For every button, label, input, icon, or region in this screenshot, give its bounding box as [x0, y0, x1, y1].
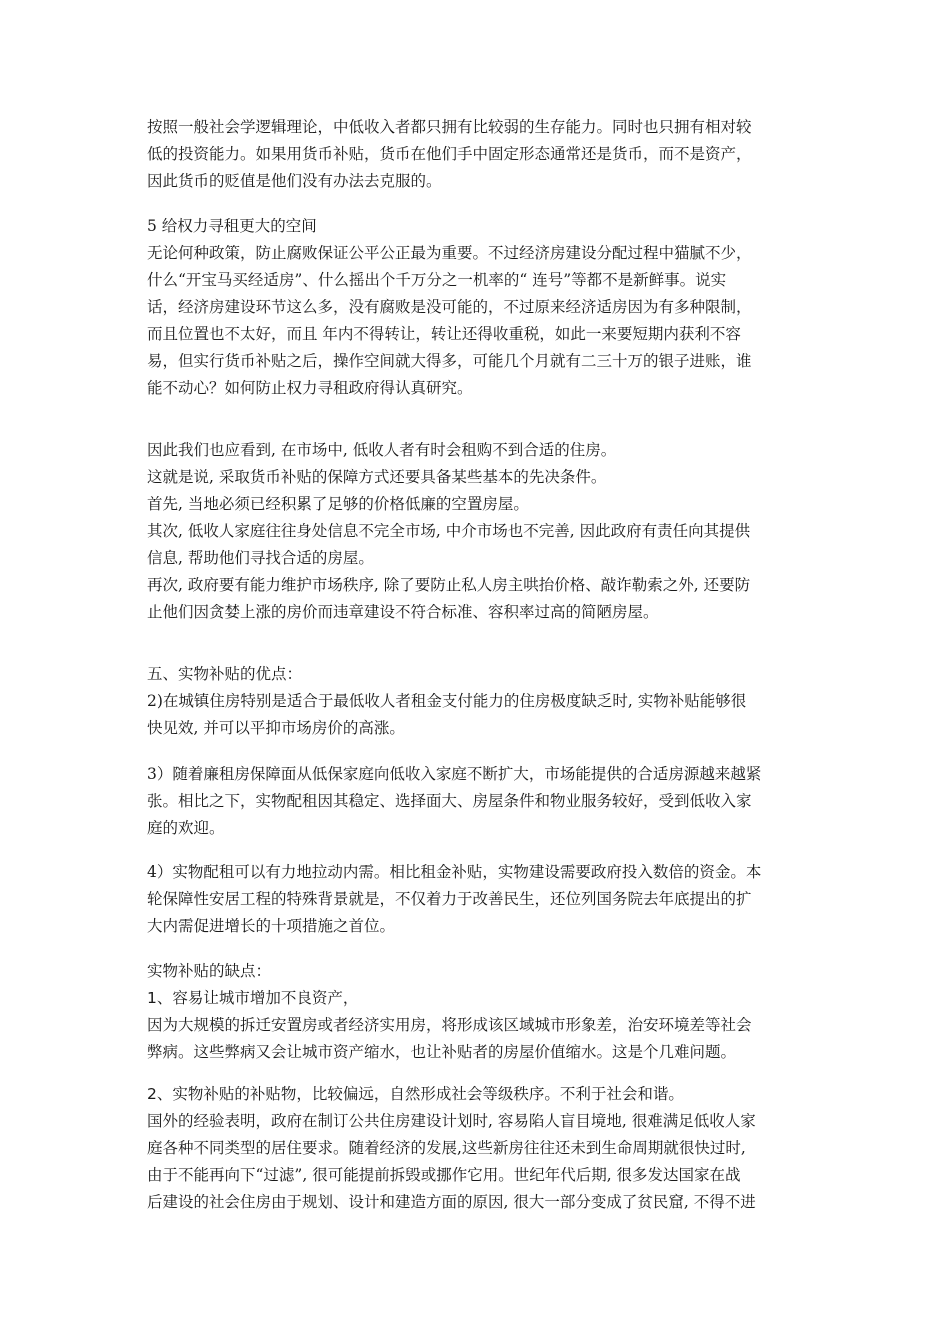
- list-item-heading: 1、容易让城市增加不良资产，: [147, 989, 359, 1007]
- text-line: 庭的欢迎。: [147, 819, 225, 837]
- text-line: 4）实物配租可以有力地拉动内需。相比租金补贴，实物建设需要政府投入数倍的资金。本: [147, 863, 762, 881]
- text-line: 由于不能再向下“过滤”, 很可能提前拆毁或挪作它用。世纪年代后期, 很多发达国家在战: [147, 1166, 741, 1184]
- paragraph-advantages: [147, 661, 812, 742]
- text-line: 能不动心？如何防止权力寻租政府得认真研究。: [147, 379, 473, 397]
- text-line: 因此货币的贬值是他们没有办法去克服的。: [147, 172, 442, 190]
- text-line: 弊病。这些弊病又会让城市资产缩水，也让补贴者的房屋价值缩水。这是个几难问题。: [147, 1043, 737, 1061]
- text-line: 无论何种政策，防止腐败保证公平公正最为重要。不过经济房建设分配过程中猫腻不少，: [147, 244, 752, 262]
- text-line: 止他们因贪婪上涨的房价而违章建设不符合标准、容积率过高的简陋房屋。: [147, 603, 659, 621]
- text-line: 因此我们也应看到, 在市场中, 低收人者有时会租购不到合适的住房。: [147, 441, 617, 459]
- text-line: 庭各种不同类型的居住要求。随着经济的发展,这些新房往往还未到生命周期就很快过时,: [147, 1139, 746, 1157]
- paragraph-advantage-4: [147, 859, 812, 940]
- text-line: 再次, 政府要有能力维护市场秩序, 除了要防止私人房主哄抬价格、敲诈勒索之外, 还要防: [147, 576, 751, 594]
- text-line: 后建设的社会住房由于规划、设计和建造方面的原因, 很大一部分变成了贫民窟, 不得不进: [147, 1193, 756, 1211]
- text-line: 而且位置也不太好，而且 年内不得转让，转让还得收重税，如此一来要短期内获利不容: [147, 325, 741, 343]
- paragraph-advantage-3: [147, 761, 812, 842]
- text-line: 张。相比之下，实物配租因其稳定、选择面大、房屋条件和物业服务较好，受到低收入家: [147, 792, 752, 810]
- paragraph-preconditions: [147, 437, 812, 626]
- text-line: 其次, 低收人家庭往往身处信息不完全市场, 中介市场也不完善, 因此政府有责任向其提供: [147, 522, 751, 540]
- text-line: 信息, 帮助他们寻找合适的房屋。: [147, 549, 374, 567]
- section-heading: 实物补贴的缺点：: [147, 962, 272, 980]
- text-line: 3）随着廉租房保障面从低保家庭向低收入家庭不断扩大，市场能提供的合适房源越来越紧: [147, 765, 762, 783]
- paragraph-low-income-ability: [147, 114, 812, 195]
- paragraph-rent-seeking: [147, 213, 812, 402]
- section-heading: 5 给权力寻租更大的空间: [147, 217, 317, 235]
- text-line: 按照一般社会学逻辑理论，中低收入者都只拥有比较弱的生存能力。同时也只拥有相对较: [147, 118, 752, 136]
- text-line: 首先, 当地必须已经积累了足够的价格低廉的空置房屋。: [147, 495, 529, 513]
- text-line: 国外的经验表明，政府在制订公共住房建设计划时, 容易陷人盲目境地, 很难满足低收人家: [147, 1112, 756, 1130]
- paragraph-disadvantage-2: [147, 1081, 812, 1216]
- text-line: 这就是说, 采取货币补贴的保障方式还要具备某些基本的先决条件。: [147, 468, 607, 486]
- list-item-heading: 2、实物补贴的补贴物，比较偏远，自然形成社会等级秩序。不利于社会和谐。: [147, 1085, 684, 1103]
- text-line: 快见效, 并可以平抑市场房价的高涨。: [147, 719, 405, 737]
- text-line: 因为大规模的拆迁安置房或者经济实用房，将形成该区域城市形象差，治安环境差等社会: [147, 1016, 752, 1034]
- text-line: 低的投资能力。如果用货币补贴，货币在他们手中固定形态通常还是货币，而不是资产，: [147, 145, 752, 163]
- text-line: 轮保障性安居工程的特殊背景就是，不仅着力于改善民生，还位列国务院去年底提出的扩: [147, 890, 752, 908]
- text-line: 什么“开宝马买经适房”、什么摇出个千万分之一机率的“ 连号”等都不是新鲜事。说实: [147, 271, 727, 289]
- text-line: 2)在城镇住房特别是适合于最低收人者租金支付能力的住房极度缺乏时, 实物补贴能够很: [147, 692, 747, 710]
- paragraph-disadvantages: [147, 958, 812, 1066]
- section-heading: 五、实物补贴的优点：: [147, 665, 303, 683]
- text-line: 话，经济房建设环节这么多，没有腐败是没可能的，不过原来经济适房因为有多种限制，: [147, 298, 752, 316]
- text-line: 易，但实行货币补贴之后，操作空间就大得多，可能几个月就有二三十万的银子进账，谁: [147, 352, 752, 370]
- text-line: 大内需促进增长的十项措施之首位。: [147, 917, 396, 935]
